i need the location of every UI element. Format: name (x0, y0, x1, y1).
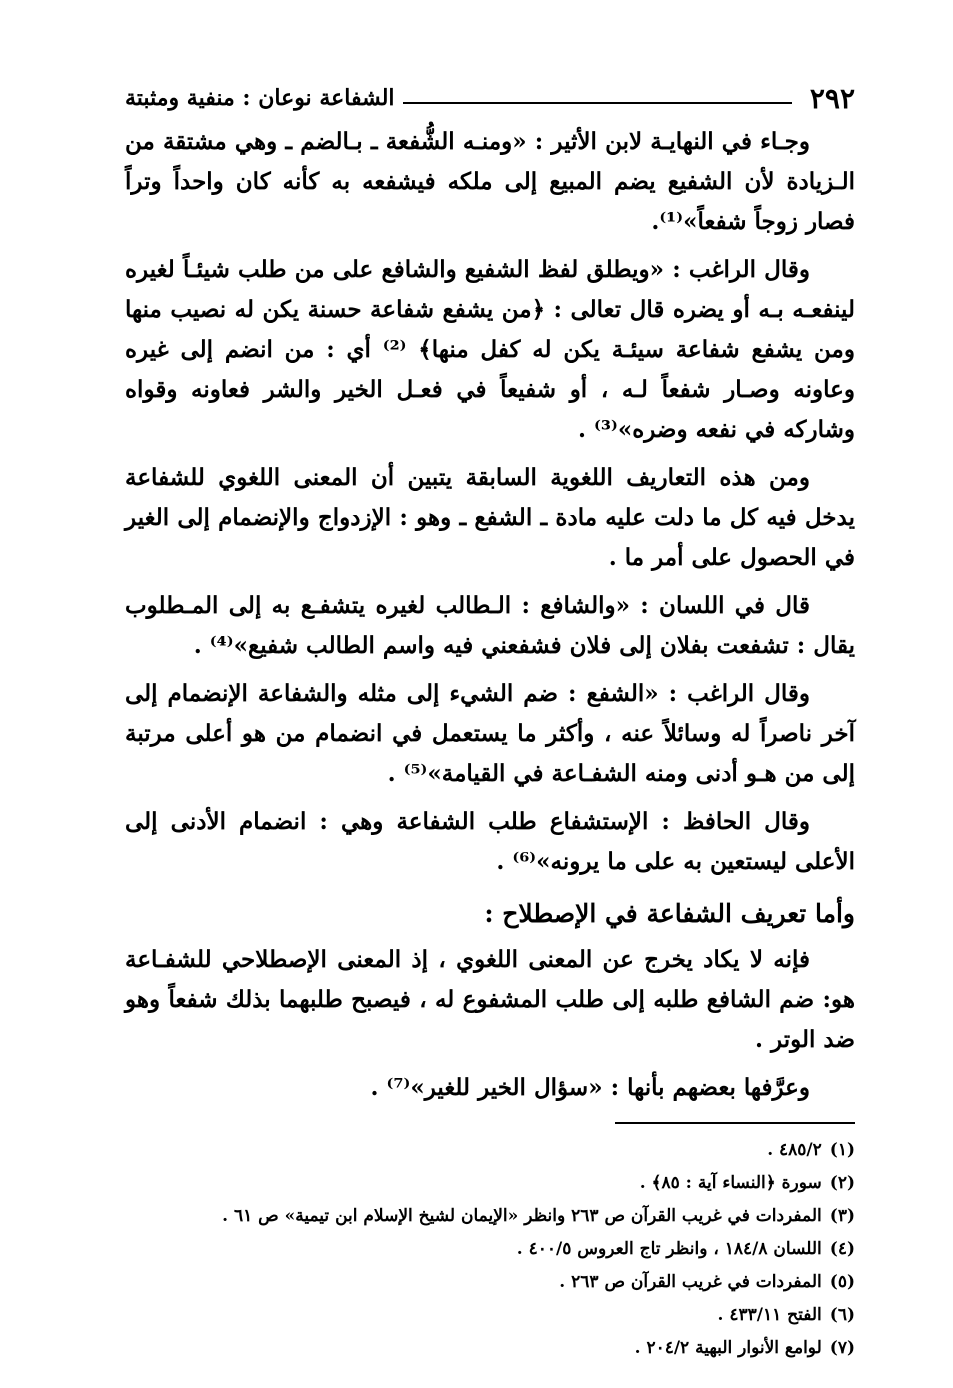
paragraph: وعرَّفها بعضهم بأنها : «سؤال الخير للغير»⁽⁷⁾ . (370, 1074, 810, 1101)
footnote-number: (٥) (829, 1272, 855, 1292)
main-text (125, 122, 855, 1108)
footnote-number: (٦) (829, 1305, 855, 1325)
footnote-text: المفردات في غريب القرآن ص ٢٦٣ . (559, 1272, 822, 1292)
paragraph: وقال الحافظ : الإستشفاع طلب الشفاعة وهي : انضمام الأدنى إلى الأعلى ليستعين به على ما يرونه»⁽⁶⁾ . (125, 808, 855, 875)
paragraph: وقال الراغب : «الشفع : ضم الشيء إلى مثله والشفاعة الإنضمام إلى آخر ناصراً له وسائلاً عنه ، وأكثر ما يستعمل في انضمام من هو أعلى مرتبة إلى من هـو أدنى ومنه الشفـاعة في القيامة»⁽⁵⁾ . (125, 680, 855, 787)
footnote-text: المفردات في غريب القرآن ص ٢٦٣ وانظر «الإيمان لشيخ الإسلام ابن تيمية» ص ٦١ . (222, 1206, 822, 1226)
paragraph: وجـاء في النهايـة لابن الأثير : «ومنـه الشُّفعة ـ بـالضم ـ وهي مشتقة من الـزيادة لأن الشفيع يضم المبيع إلى ملكه فيشفعه به كأنه كان واحداً وتراً فصار زوجاً شفعاً»⁽¹⁾. (125, 128, 855, 235)
footnote-number: (٧) (829, 1338, 855, 1358)
paragraph: وقال الراغب : «ويطلق لفظ الشفيع والشافع على من طلب شيئـاً لغيره لينفعـه بـه أو يضره قال تعالى : ﴿من يشفع شفاعة حسنة يكن له نصيب منها ومن يشفع شفاعة سيئـة يكن له كفل منها﴾ ⁽²⁾ أي : من انضم إلى غيره وعاونه وصـار شفعاً لـه ، أو شفيعاً في فعـل الخير والشر فعاونه وقواه وشاركه في نفعه وضره»⁽³⁾ . (125, 256, 855, 443)
footnote-number: (١) (829, 1140, 855, 1160)
footnote-text: لوامع الأنوار البهية ٢٠٤/٢ . (634, 1338, 822, 1358)
footnotes-list (125, 1134, 855, 1365)
footnote-number: (٢) (829, 1173, 855, 1193)
page-number: ٢٩٢ (809, 81, 855, 115)
footnote-number: (٣) (829, 1206, 855, 1226)
header-rule (403, 102, 792, 104)
footnote-number: (٤) (829, 1239, 855, 1259)
footnote (125, 1266, 855, 1299)
footnote (125, 1233, 855, 1266)
running-title: الشفاعة نوعان : منفية ومثبتة (125, 85, 395, 111)
footnote-rule (615, 1122, 855, 1124)
footnote-text: اللسان ١٨٤/٨ ، وانظر تاج العروس ٤٠٠/٥ . (516, 1239, 822, 1259)
page-header (125, 78, 855, 118)
footnote (125, 1200, 855, 1233)
paragraph: ومن هذه التعاريف اللغوية السابقة يتبين أن المعنى اللغوي للشفاعة يدخل فيه كل ما دلت عليه مادة ـ الشفع ـ وهو : الإزدواج والإنضمام إلى الغير في الحصول على أمر ما . (125, 464, 855, 571)
footnote-text: سورة ﴿النساء آية : ٨٥﴾ . (639, 1173, 822, 1193)
paragraph: فإنه لا يكاد يخرج عن المعنى اللغوي ، إذ المعنى الإصطلاحي للشفـاعة هو: ضم الشافع طلبه إلى طلب المشفوع له ، فيصبح طلبهما بذلك شفعاً وهو ضد الوتر . (125, 946, 855, 1053)
footnote (125, 1299, 855, 1332)
footnote (125, 1167, 855, 1200)
section-heading: وأما تعريف الشفاعة في الإصطلاح : (484, 899, 855, 928)
footnote-text: ٤٨٥/٢ . (767, 1140, 822, 1160)
book-page (125, 78, 855, 1358)
footnote (125, 1332, 855, 1365)
paragraph: قال في اللسان : «والشافع : الـطالب لغيره يتشفـع به إلى المـطلوب يقال : تشفعت بفلان إلى فلان فشفعني فيه واسم الطالب شفيع»⁽⁴⁾ . (125, 592, 855, 659)
footnote (125, 1134, 855, 1167)
footnote-text: الفتح ٤٣٣/١١ . (717, 1305, 822, 1325)
